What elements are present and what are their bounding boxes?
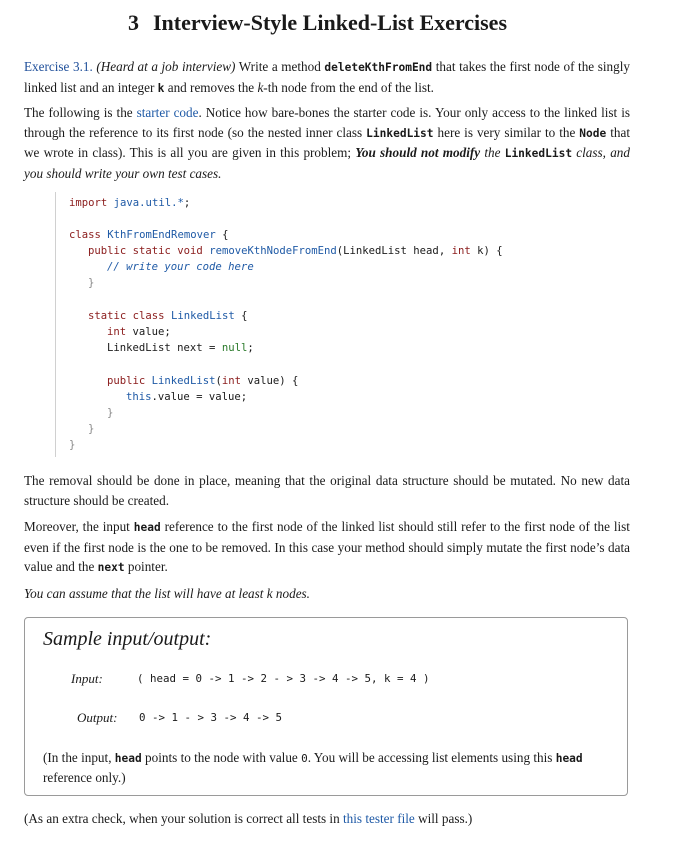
code-line-inner-class: static class LinkedList { — [88, 310, 248, 322]
input-label: Input: — [71, 671, 103, 686]
output-label: Output: — [77, 710, 118, 725]
code-line-class-close: } — [69, 439, 76, 451]
removal-paragraph: The removal should be done in place, meaning that the original data structure should be mutated. No new data structure should be created. — [24, 473, 630, 508]
code-line-ctor-close: } — [107, 407, 114, 419]
method-name: deleteKthFromEnd — [324, 61, 433, 74]
assumption-paragraph: You can assume that the list will have at least k nodes. — [24, 586, 310, 601]
code-line-constructor: public LinkedList(int value) { — [107, 375, 299, 387]
code-line-field-next: LinkedList next = null; — [107, 342, 254, 354]
emphasis-not-modify: You should not modify — [355, 145, 481, 160]
section-heading — [128, 10, 507, 36]
sample-title: Sample input/output: — [43, 628, 212, 650]
section-title: Interview-Style Linked-List Exercises — [153, 10, 508, 35]
code-line-field-value: int value; — [107, 326, 171, 338]
input-value: ( head = 0 -> 1 -> 2 - > 3 -> 4 -> 5, k = 4 ) — [137, 672, 430, 685]
footer-paragraph: (As an extra check, when your solution is correct all tests in this tester file will pass.) — [24, 811, 473, 826]
moreover-paragraph: Moreover, the input head reference to the first node of the linked list should still refer to the first node of the list even if the first node is the one to be removed. In this case your method should simply mutate the first node’s data value and the next pointer. — [24, 519, 630, 574]
exercise-label: Exercise 3.1. — [24, 59, 93, 74]
starter-code-link[interactable]: starter code — [136, 105, 199, 120]
code-line-import: import java.util.*; — [69, 197, 191, 209]
starter-paragraph: The following is the starter code. Notice how bare-bones the starter code is. Your only access to the linked list is through the reference to its first node (so the nested inner class LinkedList here is very similar to the Node that we wrote in class). This is all you are given in this problem; You should not modify the LinkedList class, and you should write your own test cases. — [24, 105, 630, 181]
exercise-source: (Heard at a job interview) — [96, 59, 236, 74]
code-line-method: public static void removeKthNodeFromEnd(LinkedList head, int k) { — [88, 245, 503, 257]
section-number: 3 — [128, 10, 139, 35]
code-line-assign: this.value = value; — [126, 391, 248, 403]
starter-code-block — [55, 192, 630, 457]
code-line-method-close: } — [88, 277, 95, 289]
code-line-inner-close: } — [88, 423, 95, 435]
code-line-comment: // write your code here — [107, 261, 254, 273]
sample-io-box — [24, 617, 628, 796]
exercise-paragraph: Exercise 3.1. (Heard at a job interview) Write a method deleteKthFromEnd that takes the first node of the singly linked list and an integer k and removes the k-th node from the end of the list. — [24, 59, 630, 95]
output-value: 0 -> 1 - > 3 -> 4 -> 5 — [139, 711, 283, 724]
code-line-class: class KthFromEndRemover { — [69, 229, 229, 241]
tester-file-link[interactable]: this tester file — [342, 811, 415, 826]
sample-note: (In the input, head points to the node with value 0. You will be accessing list elements using this head reference only.) — [43, 750, 583, 785]
